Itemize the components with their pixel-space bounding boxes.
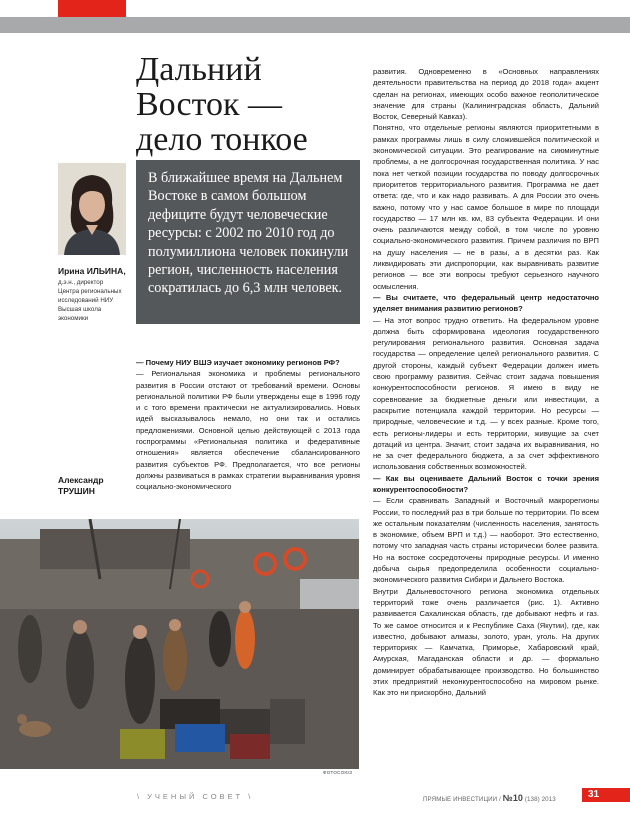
author-portrait-photo (58, 163, 126, 255)
article-paragraph: Понятно, что отдельные регионы являются приоритетными в рамках программы лишь в силу сложившейся политической и экономической ситуации. Это реагирование на сиюминутные проблемы, а не долгосрочная государственная политика. У нас пока нет четкой позиции государства по поводу долгосрочных приоритетов территориального развития. Программа не дает ответа: где, что и как надо развивать. А для России это очень важно, потому что у нас самое большое в мире по площади государство — 17 млн кв. км, 83 субъекта Федерации. И они очень различаются между собой, в том числе по уровню социально-экономического развития. Причем различия по ВРП на душу населения — не в разы, а в десятки раз. Как ликвидировать эти диспропорции, как выравнивать развитие регионов — все эти вопросы требуют серьезного научного осмысления. (373, 123, 599, 291)
pull-quote-text: В ближайшее время на Дальнем Востоке в самом большом дефиците будут человеческие ресурсы: с 2002 по 2010 год до полумиллиона человек покинули регион, численность населения сократилась до 6,3 млн человек. (148, 170, 349, 297)
pull-quote-box (136, 160, 360, 324)
article-column-right (373, 66, 599, 699)
author-name: Ирина ИЛЬИНА, (58, 266, 126, 276)
top-gray-bar (0, 17, 630, 33)
footer-magazine-name: ПРЯМЫЕ ИНВЕСТИЦИИ / (423, 796, 501, 803)
photo-credit: ФОТОСОЮЗ (323, 770, 353, 775)
article-paragraph: Внутри Дальневосточного региона экономика отдельных территорий тоже очень различается (рис. 1). Активно развивается Сахалинская область, где добывают нефть и газ. То же самое относится и к Республике Саха (Якутии), где, как известно, добывают алмазы, золото, уран, уголь. На других территориях — Камчатка, Приморье, Хабаровский край, Амурская, Магаданская области и др. — формально доминирует обрабатывающее производство. Но большинство этих предприятий неконкурентоспособно на мировом рынке. Как это ни прискорбно, Дальний (373, 586, 599, 698)
page-number: 31 (582, 788, 630, 802)
author-role-line: д.э.н., директор (58, 279, 104, 286)
harbor-crowd-photo (0, 519, 359, 769)
interview-question: — Как вы оцениваете Дальний Восток с точки зрения конкурентоспособности? (373, 473, 599, 494)
article-paragraph: — Если сравнивать Западный и Восточный макрорегионы России, то последний раз в три больше по территории. По всем же остальным показателям (численность населения, занятость в экономике, объем ВРП и т.д.) — наоборот. Это естественно, потому что западная часть страны исторически более развита. Но на востоке сосредоточены природные ресурсы. И именно добыча сырья предопределила особенности социально-экономического развития Сибири и Дальнего Востока. (373, 496, 599, 585)
headline-line: Дальний (136, 51, 262, 88)
headline-line: Восток — (136, 86, 283, 123)
article-paragraph: развития. Одновременно в «Основных направлениях деятельности правительства на период до 2018 года» акцент сделан на регионах, имеющих особо важное геополитическое значение для страны (Калининградская область, Дальний Восток, Северный Кавказ). (373, 67, 599, 122)
section-red-tab (58, 0, 126, 17)
article-column-middle (136, 357, 360, 493)
article-paragraph: — Региональная экономика и проблемы регионального развития в России отстают от требований времени. Основы региональной политики РФ были утверждены еще в 1996 году и с того времени практически не актуализировались. Новых идей высказывалось немало, но они так и остались предложениями. Основной целью действующей с 2013 года госпрограммы «Региональная политика и федеративные отношения» является обеспечение сбалансированного развития субъектов РФ. Предполагается, что все регионы должны развиваться в рамках стратегии выравнивания уровня социально-экономического (136, 369, 360, 492)
footer-issue-number: №10 (502, 793, 524, 803)
article-headline (136, 52, 366, 157)
footer-section-name: \ УЧЕНЫЙ СОВЕТ \ (137, 792, 254, 801)
author-byline-ilyina (58, 266, 134, 323)
author-byline-trushin (58, 475, 134, 497)
author-role-line: экономики (58, 315, 89, 322)
author-last-name: ТРУШИН (58, 486, 95, 496)
author-role-line: Центра региональных (58, 288, 122, 295)
footer-magazine-info (423, 793, 556, 803)
interview-question: — Почему НИУ ВШЭ изучает экономику регионов РФ? (136, 358, 340, 367)
article-paragraph: — На этот вопрос трудно ответить. На федеральном уровне должна быть сформирована идеология государственного регулирования регионального развития. Основная задача государства — определение целей регионального развития. С другой стороны, каждый субъект Федерации должен иметь свою программу развития. Сейчас стоит задача повышения конкурентоспособности регионов. Я имею в виду не соревнование за бюджетные деньги или инвестиции, а раскрытие потенциала каждой территории. Но ресурсы — природные, человеческие и т.д. — у всех разные. Кроме того, есть регионы-лидеры и есть территории, живущие за счет дотаций из центра. Значит, стоит задача их выравнивания, но не за счет федерального бюджета, а за счет эффективного использования собственных возможностей. (373, 315, 599, 472)
author-role (58, 278, 134, 323)
footer-issue-detail: (138) 2013 (524, 796, 556, 803)
author-role-line: Высшая школа (58, 306, 102, 313)
author-role-line: исследований НИУ (58, 297, 114, 304)
headline-line: дело тонкое (136, 121, 308, 158)
author-first-name: Александр (58, 475, 104, 485)
interview-question: — Вы считаете, что федеральный центр недостаточно уделяет внимания развитию регионов? (373, 292, 599, 314)
